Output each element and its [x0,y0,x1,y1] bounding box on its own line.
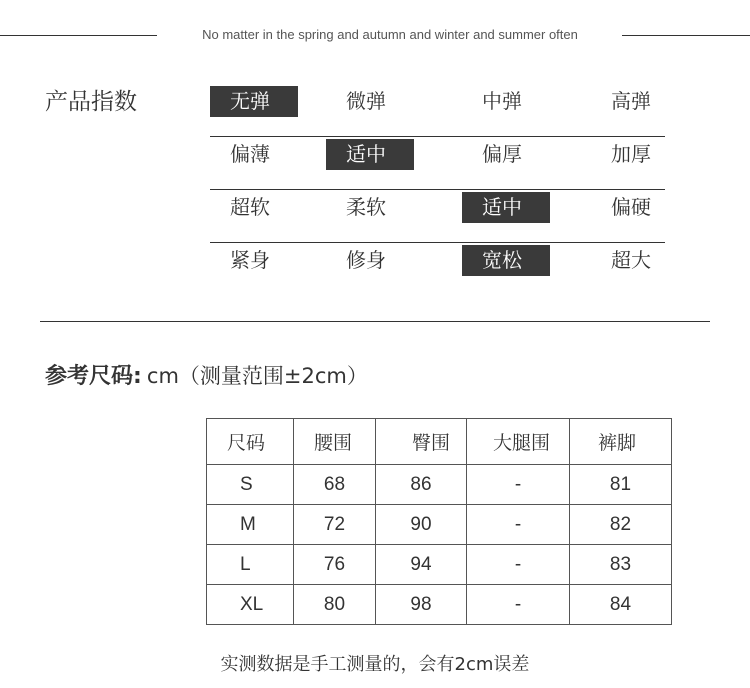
thigh-cell: - [467,585,570,625]
hip-cell: 98 [376,585,467,625]
tagline-left-rule [0,35,157,36]
size-table-header-row [207,419,672,465]
index-option: 高弹 [611,89,651,113]
index-option: 柔软 [346,195,386,219]
size-reference-note: cm（测量范围±2cm） [146,364,368,388]
thigh-cell: - [467,505,570,545]
index-option: 紧身 [230,248,270,272]
product-index-title: 产品指数 [45,89,137,115]
measurement-footnote: 实测数据是手工测量的，会有2cm误差 [220,654,530,675]
table-row [207,505,672,545]
index-option: 偏厚 [482,142,522,166]
index-row-elasticity [210,84,665,137]
size-reference-title: 参考尺码: [45,364,142,389]
index-option: 微弹 [346,89,386,113]
waist-cell: 80 [294,585,376,625]
size-cell: M [207,505,294,545]
waist-cell: 72 [294,505,376,545]
header-size: 尺码 [207,419,294,465]
thigh-cell: - [467,545,570,585]
header-thigh: 大腿围 [467,419,570,465]
hem-cell: 84 [570,585,672,625]
index-option: 中弹 [482,89,522,113]
size-table [206,418,672,625]
index-option: 偏硬 [611,195,651,219]
hem-cell: 83 [570,545,672,585]
index-option: 超软 [230,195,270,219]
waist-cell: 76 [294,545,376,585]
index-option-selected: 适中 [326,139,414,170]
index-option: 加厚 [611,142,651,166]
tagline-right-rule [622,35,750,36]
hip-cell: 90 [376,505,467,545]
hip-cell: 94 [376,545,467,585]
tagline-bar [0,25,750,45]
index-row-fit [210,243,665,295]
header-hem: 裤脚 [570,419,672,465]
index-option-selected: 适中 [462,192,550,223]
section-divider [40,321,710,322]
tagline-text: No matter in the spring and autumn and winter and summer often [202,27,578,42]
table-row [207,465,672,505]
index-option: 偏薄 [230,142,270,166]
header-hip: 臀围 [376,419,467,465]
index-row-softness [210,190,665,243]
hem-cell: 81 [570,465,672,505]
index-option: 超大 [611,248,651,272]
size-cell: XL [207,585,294,625]
index-option: 修身 [346,248,386,272]
size-cell: S [207,465,294,505]
size-reference-heading [45,360,368,394]
hip-cell: 86 [376,465,467,505]
product-index-grid [210,84,665,295]
table-row [207,545,672,585]
waist-cell: 68 [294,465,376,505]
index-option-selected: 无弹 [210,86,298,117]
index-row-thickness [210,137,665,190]
size-cell: L [207,545,294,585]
index-option-selected: 宽松 [462,245,550,276]
thigh-cell: - [467,465,570,505]
hem-cell: 82 [570,505,672,545]
table-row [207,585,672,625]
header-waist: 腰围 [294,419,376,465]
